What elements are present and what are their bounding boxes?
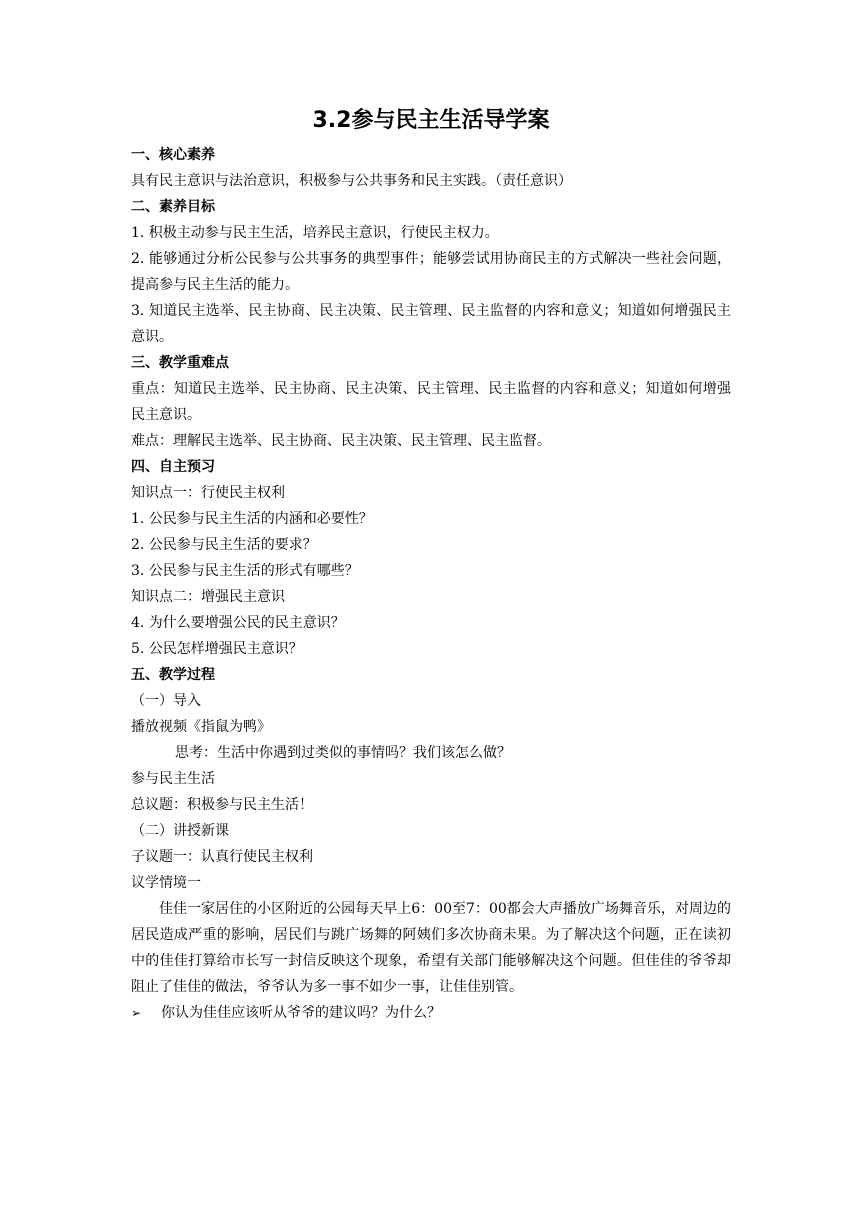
goal-item-2: 2. 能够通过分析公民参与公共事务的典型事件；能够尝试用协商民主的方式解决一些社会问题，提高参与民主生活的能力。	[131, 251, 731, 293]
section-heading-process: 五、教学过程	[131, 667, 215, 683]
knowledge-point-2: 知识点二：增强民主意识	[131, 589, 285, 605]
arrow-bullet-icon: ➢	[131, 1006, 142, 1020]
document-title: 3.2参与民主生活导学案	[312, 108, 550, 133]
scene-question: 你认为佳佳应该听从爷爷的建议吗？为什么？	[161, 1005, 441, 1021]
scene-question-row	[131, 1000, 731, 1026]
core-literacy-text: 具有民主意识与法治意识，积极参与公共事务和民主实践。（责任意识）	[131, 173, 572, 189]
preview-question-4: 4. 为什么要增强公民的民主意识？	[131, 615, 345, 631]
preview-question-5: 5. 公民怎样增强民主意识？	[131, 641, 303, 657]
process-topic: 参与民主生活	[131, 771, 215, 787]
scene-story: 佳佳一家居住的小区附近的公园每天早上6：00至7：00都会大声播放广场舞音乐，对周边的居民造成严重的影响，居民们与跳广场舞的阿姨们多次协商未果。为了解决这个问题，正在读初中的佳佳打算给市长写一封信反映这个现象，希望有关部门能够解决这个问题。但佳佳的爷爷却阻止了佳佳的做法，爷爷认为多一事不如少一事，让佳佳别管。	[131, 901, 731, 995]
process-sub-issue-1: 子议题一：认真行使民主权利	[131, 849, 313, 865]
section-heading-preview: 四、自主预习	[131, 459, 215, 475]
section-heading-key-points: 三、教学重难点	[131, 355, 229, 371]
document-page	[131, 104, 731, 1026]
key-point-text: 重点：知道民主选举、民主协商、民主决策、民主管理、民主监督的内容和意义；知道如何增强民主意识。	[131, 381, 731, 423]
process-scene-1: 议学情境一	[131, 875, 201, 891]
process-new-lesson: （二）讲授新课	[131, 823, 229, 839]
preview-question-2: 2. 公民参与民主生活的要求？	[131, 537, 317, 553]
section-heading-core-literacy: 一、核心素养	[131, 147, 215, 163]
process-main-issue: 总议题：积极参与民主生活！	[131, 797, 313, 813]
difficult-point-text: 难点：理解民主选举、民主协商、民主决策、民主管理、民主监督。	[131, 433, 551, 449]
goal-item-3: 3. 知道民主选举、民主协商、民主决策、民主管理、民主监督的内容和意义；知道如何增强民主意识。	[131, 303, 731, 345]
preview-question-1: 1. 公民参与民主生活的内涵和必要性？	[131, 511, 373, 527]
preview-question-3: 3. 公民参与民主生活的形式有哪些？	[131, 563, 359, 579]
process-intro: （一）导入	[131, 693, 201, 709]
process-video: 播放视频《指鼠为鸭》	[131, 719, 271, 735]
section-heading-goals: 二、素养目标	[131, 199, 215, 215]
knowledge-point-1: 知识点一：行使民主权利	[131, 485, 285, 501]
process-think: 思考：生活中你遇到过类似的事情吗？我们该怎么做？	[175, 745, 511, 761]
goal-item-1: 1. 积极主动参与民主生活，培养民主意识，行使民主权力。	[131, 225, 499, 241]
